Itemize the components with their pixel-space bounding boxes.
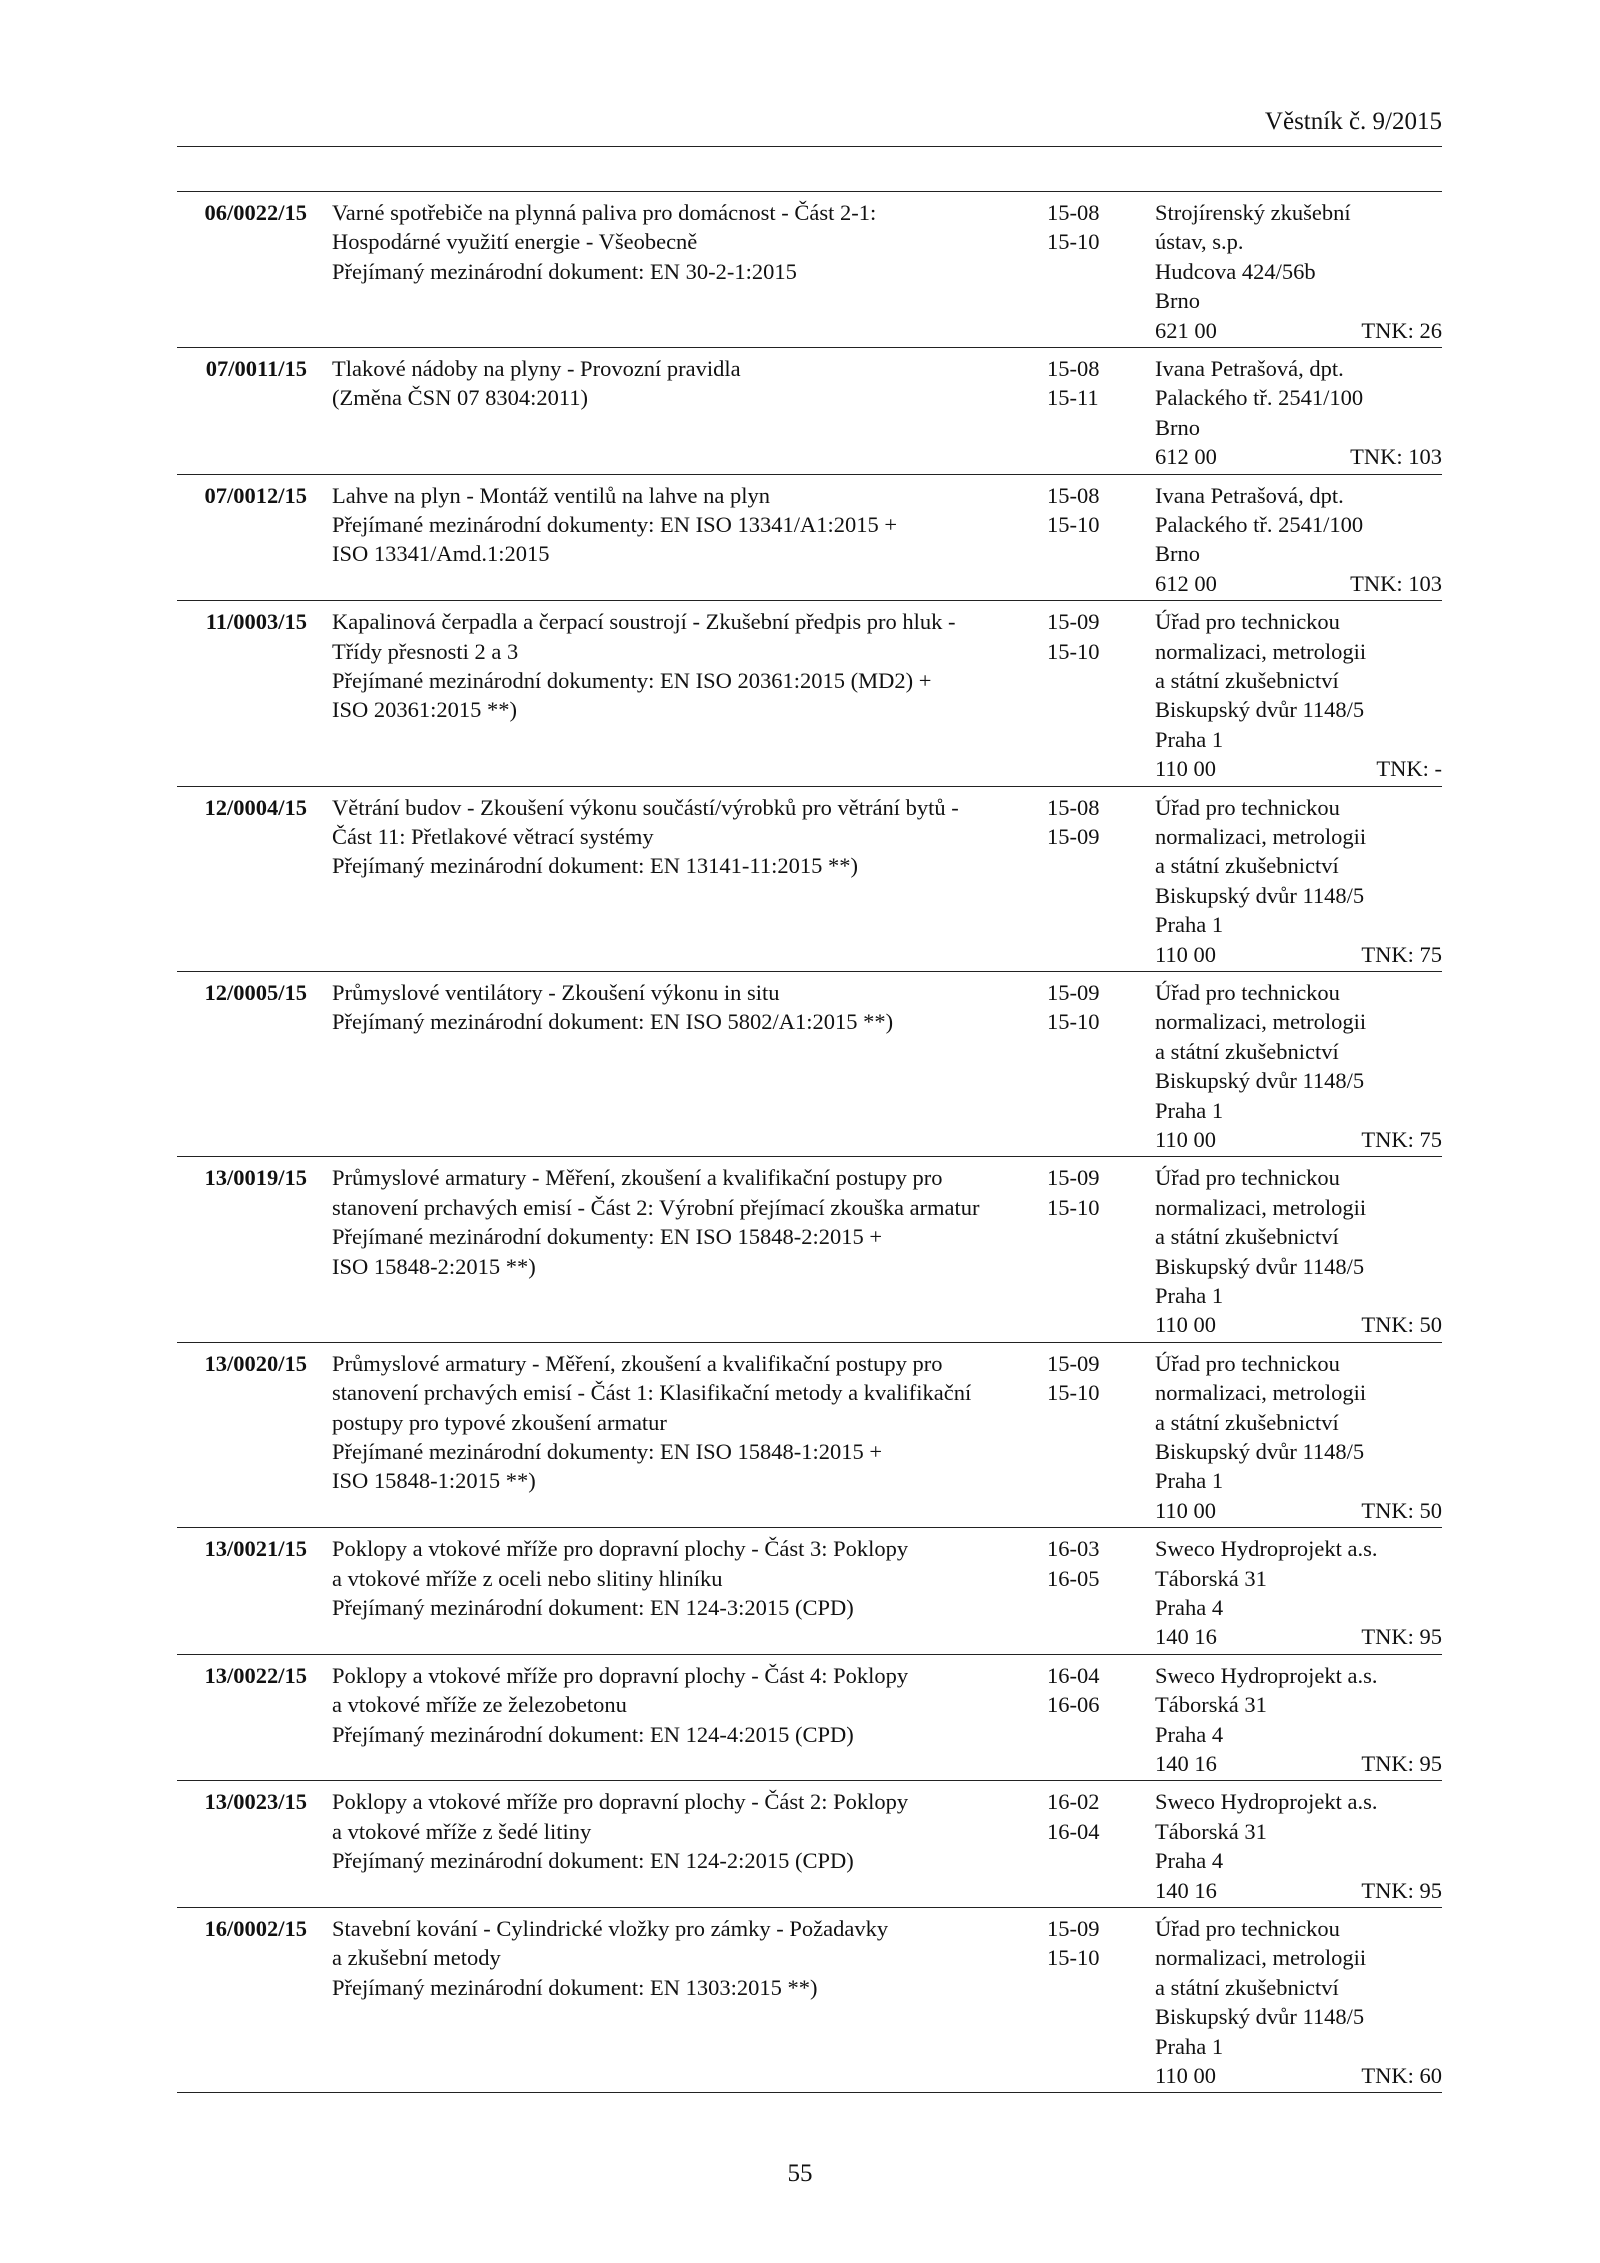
address-line: Úřad pro technickou bbox=[1155, 609, 1340, 635]
title-line: Průmyslové ventilátory - Zkoušení výkonu in situ bbox=[332, 979, 780, 1005]
address-line: a státní zkušebnictví bbox=[1155, 1224, 1339, 1250]
code-cell bbox=[177, 1787, 307, 1816]
title-line: Poklopy a vtokové mříže pro dopravní plochy - Část 4: Poklopy bbox=[332, 1662, 909, 1688]
dates-cell bbox=[1047, 1534, 1137, 1593]
title-line: Přejímané mezinárodní dokumenty: EN ISO 20361:2015 (MD2) + bbox=[332, 668, 932, 693]
date-line: 15-09 bbox=[1047, 1165, 1100, 1191]
standard-code: 12/0005/15 bbox=[204, 979, 307, 1005]
address-line: 140 16 bbox=[1155, 1750, 1217, 1776]
title-line: Přejímané mezinárodní dokumenty: EN ISO 15848-1:2015 + bbox=[332, 1438, 883, 1464]
address-line: Úřad pro technickou bbox=[1155, 1165, 1340, 1191]
address-cell bbox=[1155, 1661, 1440, 1779]
date-line: 15-10 bbox=[1047, 1945, 1100, 1971]
address-line: Táborská 31 bbox=[1155, 1818, 1267, 1844]
title-line: Přejímané mezinárodní dokumenty: EN ISO 13341/A1:2015 + bbox=[332, 512, 898, 537]
date-line: 15-10 bbox=[1047, 512, 1100, 537]
address-line: Úřad pro technickou bbox=[1155, 1350, 1340, 1376]
address-line: Biskupský dvůr 1148/5 bbox=[1155, 1068, 1365, 1094]
table-row bbox=[177, 1343, 1442, 1528]
address-line: Palackého tř. 2541/100 bbox=[1155, 512, 1364, 537]
title-line: Přejímaný mezinárodní dokument: EN 13141-11:2015 **) bbox=[332, 853, 858, 879]
title-line: a zkušební metody bbox=[332, 1945, 501, 1971]
dates-cell bbox=[1047, 1661, 1137, 1720]
address-line: Ivana Petrašová, dpt. bbox=[1155, 356, 1344, 381]
date-line: 15-09 bbox=[1047, 979, 1100, 1005]
title-line: ISO 13341/Amd.1:2015 bbox=[332, 541, 550, 567]
tnk-label: TNK: 103 bbox=[1350, 444, 1442, 470]
title-line: Stavební kování - Cylindrické vložky pro zámky - Požadavky bbox=[332, 1915, 889, 1941]
address-line: Praha 4 bbox=[1155, 1848, 1224, 1874]
title-line: ISO 20361:2015 **) bbox=[332, 697, 517, 723]
address-line: normalizaci, metrologii bbox=[1155, 1009, 1367, 1035]
address-line: Praha 4 bbox=[1155, 1721, 1224, 1747]
address-line: Strojírenský zkušební bbox=[1155, 200, 1351, 225]
address-line: 612 00 bbox=[1155, 570, 1217, 596]
date-line: 15-09 bbox=[1047, 1350, 1100, 1376]
code-cell bbox=[177, 481, 307, 510]
tnk-label: TNK: 50 bbox=[1361, 1497, 1442, 1523]
tnk-label: TNK: 60 bbox=[1361, 2062, 1442, 2088]
dates-cell bbox=[1047, 978, 1137, 1037]
title-line: Lahve na plyn - Montáž ventilů na lahve na plyn bbox=[332, 482, 770, 508]
address-line: normalizaci, metrologii bbox=[1155, 1380, 1367, 1406]
title-line: ISO 15848-2:2015 **) bbox=[332, 1253, 536, 1279]
title-cell bbox=[332, 198, 1062, 286]
dates-cell bbox=[1047, 607, 1137, 666]
address-cell bbox=[1155, 1163, 1440, 1339]
address-line: normalizaci, metrologii bbox=[1155, 823, 1367, 849]
standard-code: 13/0019/15 bbox=[204, 1165, 307, 1191]
title-line: stanovení prchavých emisí - Část 1: Klasifikační metody a kvalifikační bbox=[332, 1380, 972, 1406]
address-line: Hudcova 424/56b bbox=[1155, 258, 1316, 284]
tnk-label: TNK: 103 bbox=[1350, 570, 1442, 596]
title-cell bbox=[332, 793, 1062, 881]
title-line: Průmyslové armatury - Měření, zkoušení a kvalifikační postupy pro bbox=[332, 1350, 943, 1376]
date-line: 15-09 bbox=[1047, 823, 1100, 849]
tnk-label: TNK: 95 bbox=[1361, 1877, 1442, 1903]
address-line: a státní zkušebnictví bbox=[1155, 1038, 1339, 1064]
dates-cell bbox=[1047, 1787, 1137, 1846]
table-row bbox=[177, 192, 1442, 348]
tnk-label: TNK: - bbox=[1376, 756, 1442, 782]
date-line: 15-10 bbox=[1047, 1380, 1100, 1406]
address-line: 110 00 bbox=[1155, 1497, 1217, 1523]
address-line: Praha 1 bbox=[1155, 1282, 1224, 1308]
address-line: Praha 4 bbox=[1155, 1594, 1224, 1620]
table-row bbox=[177, 1908, 1442, 2093]
title-line: Hospodárné využití energie - Všeobecně bbox=[332, 229, 698, 255]
dates-cell bbox=[1047, 1163, 1137, 1222]
date-line: 15-08 bbox=[1047, 482, 1100, 508]
title-cell bbox=[332, 1534, 1062, 1622]
date-line: 16-06 bbox=[1047, 1692, 1100, 1718]
address-line: Praha 1 bbox=[1155, 1468, 1224, 1494]
address-line: Sweco Hydroprojekt a.s. bbox=[1155, 1536, 1378, 1562]
address-line: Úřad pro technickou bbox=[1155, 979, 1340, 1005]
date-line: 15-09 bbox=[1047, 609, 1100, 635]
address-line: Sweco Hydroprojekt a.s. bbox=[1155, 1789, 1378, 1815]
address-line: 110 00 bbox=[1155, 2062, 1217, 2088]
title-cell bbox=[332, 1163, 1062, 1281]
title-line: Přejímaný mezinárodní dokument: EN 1303:2015 **) bbox=[332, 1974, 818, 2000]
dates-cell bbox=[1047, 198, 1137, 257]
title-line: stanovení prchavých emisí - Část 2: Výrobní přejímací zkouška armatur bbox=[332, 1194, 980, 1220]
date-line: 15-10 bbox=[1047, 229, 1100, 255]
title-line: a vtokové mříže ze železobetonu bbox=[332, 1692, 627, 1718]
address-line: Táborská 31 bbox=[1155, 1565, 1267, 1591]
title-line: Průmyslové armatury - Měření, zkoušení a kvalifikační postupy pro bbox=[332, 1165, 943, 1191]
address-line: 110 00 bbox=[1155, 756, 1217, 782]
address-line: Biskupský dvůr 1148/5 bbox=[1155, 697, 1365, 723]
table-row bbox=[177, 1655, 1442, 1782]
date-line: 16-05 bbox=[1047, 1565, 1100, 1591]
standard-code: 12/0004/15 bbox=[204, 794, 307, 820]
address-cell bbox=[1155, 1914, 1440, 2090]
dates-cell bbox=[1047, 1914, 1137, 1973]
address-line: Ivana Petrašová, dpt. bbox=[1155, 482, 1344, 508]
code-cell bbox=[177, 1163, 307, 1192]
standard-code: 13/0023/15 bbox=[204, 1789, 307, 1815]
address-line: Praha 1 bbox=[1155, 912, 1224, 938]
address-line: 110 00 bbox=[1155, 1127, 1217, 1152]
tnk-label: TNK: 95 bbox=[1361, 1750, 1442, 1776]
title-line: Přejímaný mezinárodní dokument: EN ISO 5802/A1:2015 **) bbox=[332, 1009, 894, 1035]
code-cell bbox=[177, 1534, 307, 1563]
title-line: Přejímaný mezinárodní dokument: EN 124-3:2015 (CPD) bbox=[332, 1594, 854, 1620]
title-line: Přejímaný mezinárodní dokument: EN 30-2-1:2015 bbox=[332, 258, 797, 284]
table-row bbox=[177, 475, 1442, 602]
title-line: Poklopy a vtokové mříže pro dopravní plochy - Část 3: Poklopy bbox=[332, 1536, 909, 1562]
standard-code: 13/0022/15 bbox=[204, 1662, 307, 1688]
title-cell bbox=[332, 481, 1062, 569]
standard-code: 06/0022/15 bbox=[204, 200, 307, 225]
address-cell bbox=[1155, 978, 1440, 1154]
code-cell bbox=[177, 978, 307, 1007]
standard-code: 11/0003/15 bbox=[205, 609, 307, 635]
page-number: 55 bbox=[787, 2160, 813, 2187]
address-line: Sweco Hydroprojekt a.s. bbox=[1155, 1662, 1378, 1688]
date-line: 15-10 bbox=[1047, 1194, 1100, 1220]
address-line: a státní zkušebnictví bbox=[1155, 853, 1339, 879]
address-line: 621 00 bbox=[1155, 317, 1217, 343]
address-cell bbox=[1155, 481, 1440, 599]
address-line: Brno bbox=[1155, 288, 1200, 314]
title-line: Přejímaný mezinárodní dokument: EN 124-4:2015 (CPD) bbox=[332, 1721, 854, 1747]
title-cell bbox=[332, 1914, 1062, 2002]
dates-cell bbox=[1047, 481, 1137, 540]
code-cell bbox=[177, 1914, 307, 1943]
address-line: normalizaci, metrologii bbox=[1155, 1194, 1367, 1220]
tnk-label: TNK: 50 bbox=[1361, 1312, 1442, 1338]
address-line: Brno bbox=[1155, 541, 1200, 567]
table-row bbox=[177, 1528, 1442, 1655]
address-line: 140 16 bbox=[1155, 1624, 1217, 1650]
title-line: Větrání budov - Zkoušení výkonu součástí/výrobků pro větrání bytů - bbox=[332, 794, 959, 820]
address-line: a státní zkušebnictví bbox=[1155, 668, 1339, 693]
title-cell bbox=[332, 1349, 1062, 1496]
address-cell bbox=[1155, 354, 1440, 472]
address-cell bbox=[1155, 793, 1440, 969]
address-line: a státní zkušebnictví bbox=[1155, 1974, 1339, 2000]
title-line: postupy pro typové zkoušení armatur bbox=[332, 1409, 667, 1435]
title-line: Třídy přesnosti 2 a 3 bbox=[332, 638, 519, 664]
address-line: Praha 1 bbox=[1155, 2033, 1224, 2059]
title-line: Tlakové nádoby na plyny - Provozní pravidla bbox=[332, 356, 741, 381]
code-cell bbox=[177, 198, 307, 227]
date-line: 16-04 bbox=[1047, 1818, 1100, 1844]
address-cell bbox=[1155, 607, 1440, 783]
address-line: Táborská 31 bbox=[1155, 1692, 1267, 1718]
tnk-label: TNK: 75 bbox=[1361, 941, 1442, 967]
address-line: 612 00 bbox=[1155, 444, 1217, 470]
address-line: Biskupský dvůr 1148/5 bbox=[1155, 1253, 1365, 1279]
page-header bbox=[177, 108, 1442, 147]
date-line: 16-04 bbox=[1047, 1662, 1100, 1688]
address-line: a státní zkušebnictví bbox=[1155, 1409, 1339, 1435]
tnk-label: TNK: 26 bbox=[1361, 317, 1442, 343]
journal-title: Věstník č. 9/2015 bbox=[1264, 108, 1442, 135]
title-cell bbox=[332, 607, 1062, 725]
address-line: Palackého tř. 2541/100 bbox=[1155, 385, 1364, 411]
address-line: ústav, s.p. bbox=[1155, 229, 1244, 255]
address-line: 140 16 bbox=[1155, 1877, 1217, 1903]
dates-cell bbox=[1047, 354, 1137, 413]
address-line: Úřad pro technickou bbox=[1155, 1915, 1340, 1941]
table-row bbox=[177, 787, 1442, 972]
dates-cell bbox=[1047, 1349, 1137, 1408]
address-line: Praha 1 bbox=[1155, 726, 1224, 752]
address-line: Úřad pro technickou bbox=[1155, 794, 1340, 820]
title-cell bbox=[332, 1661, 1062, 1749]
code-cell bbox=[177, 1349, 307, 1378]
date-line: 16-02 bbox=[1047, 1789, 1100, 1815]
code-cell bbox=[177, 793, 307, 822]
date-line: 15-08 bbox=[1047, 794, 1100, 820]
address-line: Biskupský dvůr 1148/5 bbox=[1155, 2004, 1365, 2030]
date-line: 15-08 bbox=[1047, 356, 1100, 381]
address-line: normalizaci, metrologii bbox=[1155, 1945, 1367, 1971]
tnk-label: TNK: 75 bbox=[1361, 1126, 1442, 1152]
address-cell bbox=[1155, 1787, 1440, 1905]
code-cell bbox=[177, 1661, 307, 1690]
title-line: ISO 15848-1:2015 **) bbox=[332, 1468, 536, 1494]
date-line: 15-10 bbox=[1047, 638, 1100, 664]
address-line: Praha 1 bbox=[1155, 1097, 1224, 1123]
dates-cell bbox=[1047, 793, 1137, 852]
title-line: Varné spotřebiče na plynná paliva pro domácnost - Část 2-1: bbox=[332, 200, 877, 225]
title-line: (Změna ČSN 07 8304:2011) bbox=[332, 385, 589, 411]
standard-code: 07/0011/15 bbox=[205, 356, 307, 381]
standards-table bbox=[177, 191, 1442, 2093]
standard-code: 07/0012/15 bbox=[204, 482, 307, 508]
address-cell bbox=[1155, 1349, 1440, 1525]
title-line: Přejímaný mezinárodní dokument: EN 124-2:2015 (CPD) bbox=[332, 1848, 854, 1874]
table-row bbox=[177, 1781, 1442, 1908]
title-line: Kapalinová čerpadla a čerpací soustrojí - Zkušební předpis pro hluk - bbox=[332, 609, 956, 635]
code-cell bbox=[177, 607, 307, 636]
table-row bbox=[177, 1157, 1442, 1342]
standard-code: 13/0021/15 bbox=[204, 1536, 307, 1562]
title-line: Přejímané mezinárodní dokumenty: EN ISO 15848-2:2015 + bbox=[332, 1224, 883, 1250]
address-line: Biskupský dvůr 1148/5 bbox=[1155, 882, 1365, 908]
address-line: normalizaci, metrologii bbox=[1155, 638, 1367, 664]
standard-code: 16/0002/15 bbox=[204, 1915, 307, 1941]
table-row bbox=[177, 601, 1442, 786]
tnk-label: TNK: 95 bbox=[1361, 1624, 1442, 1650]
table-row bbox=[177, 348, 1442, 475]
date-line: 15-09 bbox=[1047, 1915, 1100, 1941]
title-cell bbox=[332, 354, 1062, 413]
address-line: 110 00 bbox=[1155, 941, 1217, 967]
date-line: 15-11 bbox=[1047, 385, 1099, 411]
table-row bbox=[177, 972, 1442, 1157]
title-line: a vtokové mříže z oceli nebo slitiny hliníku bbox=[332, 1565, 723, 1591]
address-line: Brno bbox=[1155, 414, 1200, 440]
title-cell bbox=[332, 978, 1062, 1037]
address-line: Biskupský dvůr 1148/5 bbox=[1155, 1438, 1365, 1464]
code-cell bbox=[177, 354, 307, 383]
address-cell bbox=[1155, 1534, 1440, 1652]
title-line: a vtokové mříže z šedé litiny bbox=[332, 1818, 592, 1844]
address-line: 110 00 bbox=[1155, 1312, 1217, 1338]
date-line: 16-03 bbox=[1047, 1536, 1100, 1562]
standard-code: 13/0020/15 bbox=[204, 1350, 307, 1376]
title-cell bbox=[332, 1787, 1062, 1875]
title-line: Poklopy a vtokové mříže pro dopravní plochy - Část 2: Poklopy bbox=[332, 1789, 909, 1815]
title-line: Část 11: Přetlakové větrací systémy bbox=[332, 823, 654, 849]
date-line: 15-08 bbox=[1047, 200, 1100, 225]
date-line: 15-10 bbox=[1047, 1009, 1100, 1035]
address-cell bbox=[1155, 198, 1440, 345]
